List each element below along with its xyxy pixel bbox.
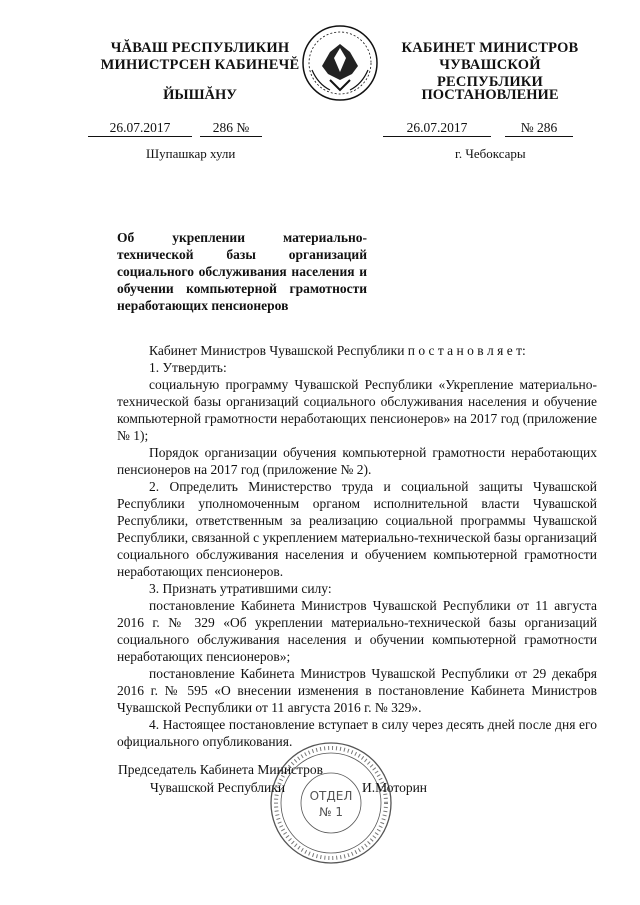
coat-of-arms-emblem bbox=[300, 22, 380, 104]
signature-title-line1: Председатель Кабинета Министров bbox=[118, 762, 323, 777]
right-number: № 286 bbox=[505, 120, 573, 137]
body-paragraph: социальную программу Чувашской Республики «Укрепление материально-технической базы организаций социального обслуживания населения и обучение компьютерной грамотности неработающих пенсионеров» на 2017 год (приложение № 1); bbox=[117, 377, 597, 443]
header-left-line1: ЧĂВАШ РЕСПУБЛИКИН bbox=[110, 40, 290, 56]
body-paragraph: Порядок организации обучения компьютерной грамотности неработающих пенсионеров на 2017 год (приложение № 2). bbox=[117, 445, 597, 477]
header-left-line2: МИНИСТРСЕН КАБИНЕЧĔ bbox=[100, 57, 300, 73]
official-stamp bbox=[266, 738, 396, 868]
header-left bbox=[95, 40, 305, 74]
doc-type-right: ПОСТАНОВЛЕНИЕ bbox=[421, 87, 559, 103]
body-paragraph: постановление Кабинета Министров Чувашской Республики от 29 декабря 2016 г. № 595 «О внесении изменения в постановление Кабинета Министров Чувашской Республики от 11 августа 2016 г. № 329». bbox=[117, 666, 597, 715]
signatory-name: И.Моторин bbox=[362, 780, 428, 795]
body-paragraph: 1. Утвердить: bbox=[149, 360, 227, 375]
body-paragraph: Кабинет Министров Чувашской Республики п о с т а н о в л я е т: bbox=[149, 343, 526, 358]
document-title: Об укреплении материально-технической базы организаций социального обслуживания населения и обучении компьютерной грамотности неработающих пенсионеров bbox=[117, 230, 367, 313]
stamp-number: № 1 bbox=[319, 805, 343, 819]
header-right-line1: КАБИНЕТ МИНИСТРОВ bbox=[401, 40, 579, 56]
signature-title-line2: Чувашской Республики bbox=[150, 780, 286, 795]
left-number: 286 № bbox=[200, 120, 262, 137]
doc-type-left: ЙЫШĂНУ bbox=[163, 87, 237, 103]
body-paragraph: 4. Настоящее постановление вступает в силу через десять дней после дня его официального опубликования. bbox=[117, 717, 597, 749]
right-date: 26.07.2017 bbox=[383, 120, 491, 137]
left-place: Шупашкар хули bbox=[146, 146, 236, 161]
body-paragraph: 2. Определить Министерство труда и социальной защиты Чувашской Республики уполномоченным органом исполнительной власти Чувашской Республики, ответственным за реализацию социальной программы Чувашской Республики, связанной с укреплением материально-технической базы организаций социального обслуживания населения и обучением компьютерной грамотности неработающих пенсионеров. bbox=[117, 479, 597, 579]
document-body bbox=[117, 342, 597, 750]
header-right-line2: ЧУВАШСКОЙ РЕСПУБЛИКИ bbox=[436, 57, 544, 90]
body-paragraph: постановление Кабинета Министров Чувашской Республики от 11 августа 2016 г. № 329 «Об укреплении материально-технической базы организаций социального обслуживания населения и обучении компьютерной грамотности неработающих пенсионеров»; bbox=[117, 598, 597, 664]
body-paragraph: 3. Признать утратившими силу: bbox=[149, 581, 332, 596]
header-right bbox=[385, 40, 595, 91]
stamp-dept: ОТДЕЛ bbox=[309, 789, 353, 803]
left-date: 26.07.2017 bbox=[88, 120, 192, 137]
right-place: г. Чебоксары bbox=[455, 146, 526, 161]
